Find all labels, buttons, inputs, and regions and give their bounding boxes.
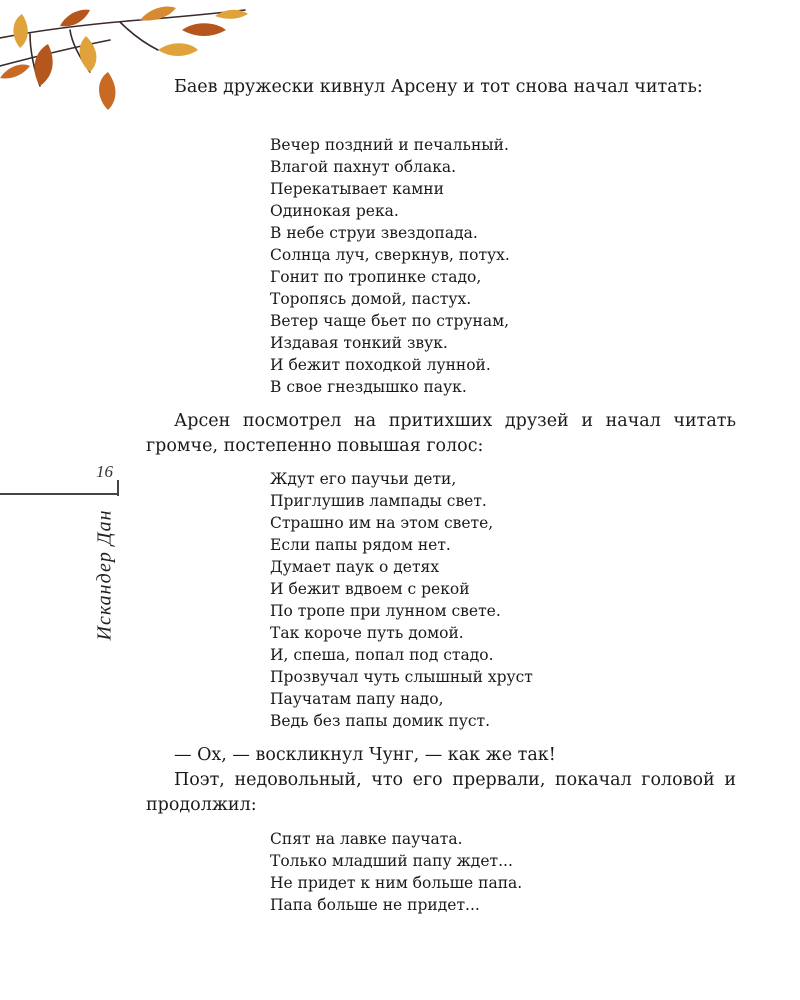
poem-stanza-1: [270, 134, 510, 398]
paragraph: Баев дружески кивнул Арсену и тот снова начал читать:: [174, 77, 703, 97]
poem-line: Солнца луч, сверкнув, потух.: [270, 246, 510, 264]
poem-line: Страшно им на этом свете,: [270, 514, 494, 532]
poem-line: Не придет к ним больше папа.: [270, 874, 523, 892]
poem-line: Думает паук о детях: [270, 558, 440, 576]
poem-line: Папа больше не придет...: [270, 896, 480, 914]
poem-line: Ждут его паучьи дети,: [270, 470, 457, 488]
poem-line: Влагой пахнут облака.: [270, 158, 457, 176]
prose-block-1: [146, 75, 736, 100]
page-number: 16: [96, 462, 113, 481]
poem-line: И, спеша, попал под стадо.: [270, 646, 494, 664]
poem-line: Одинокая река.: [270, 202, 399, 220]
poem-line: Издавая тонкий звук.: [270, 334, 448, 352]
poem-line: Прозвучал чуть слышный хруст: [270, 668, 533, 686]
poem-line: Перекатывает камни: [270, 180, 444, 198]
paragraph: Поэт, недовольный, что его прервали, покачал головой и продолжил:: [146, 770, 736, 815]
poem-line: Спят на лавке паучата.: [270, 830, 463, 848]
poem-line: Так короче путь домой.: [270, 624, 464, 642]
prose-block-2: [146, 409, 736, 459]
autumn-leaves-decoration: [0, 0, 250, 120]
margin-rule: [0, 493, 118, 495]
poem-line: И бежит походкой лунной.: [270, 356, 491, 374]
poem-line: В небе струи звездопада.: [270, 224, 478, 242]
prose-block-3: [146, 743, 736, 818]
poem-line: Только младший папу ждет...: [270, 852, 513, 870]
poem-line: Торопясь домой, пастух.: [270, 290, 472, 308]
poem-stanza-2: [270, 468, 533, 732]
poem-stanza-3: [270, 828, 522, 916]
poem-line: И бежит вдвоем с рекой: [270, 580, 470, 598]
paragraph: — Ох, — воскликнул Чунг, — как же так!: [174, 745, 556, 765]
poem-line: Гонит по тропинке стадо,: [270, 268, 482, 286]
poem-line: Ветер чаще бьет по струнам,: [270, 312, 510, 330]
poem-line: Если папы рядом нет.: [270, 536, 451, 554]
paragraph: Арсен посмотрел на притихших друзей и начал читать громче, постепенно повышая голос:: [146, 411, 736, 456]
margin-rule-tick: [117, 480, 119, 496]
poem-line: В свое гнездышко паук.: [270, 378, 467, 396]
poem-line: Ведь без папы домик пуст.: [270, 712, 491, 730]
poem-line: По тропе при лунном свете.: [270, 602, 501, 620]
poem-line: Приглушив лампады свет.: [270, 492, 487, 510]
author-name: Искандер Дан: [93, 509, 116, 641]
poem-line: Паучатам папу надо,: [270, 690, 444, 708]
poem-line: Вечер поздний и печальный.: [270, 136, 509, 154]
